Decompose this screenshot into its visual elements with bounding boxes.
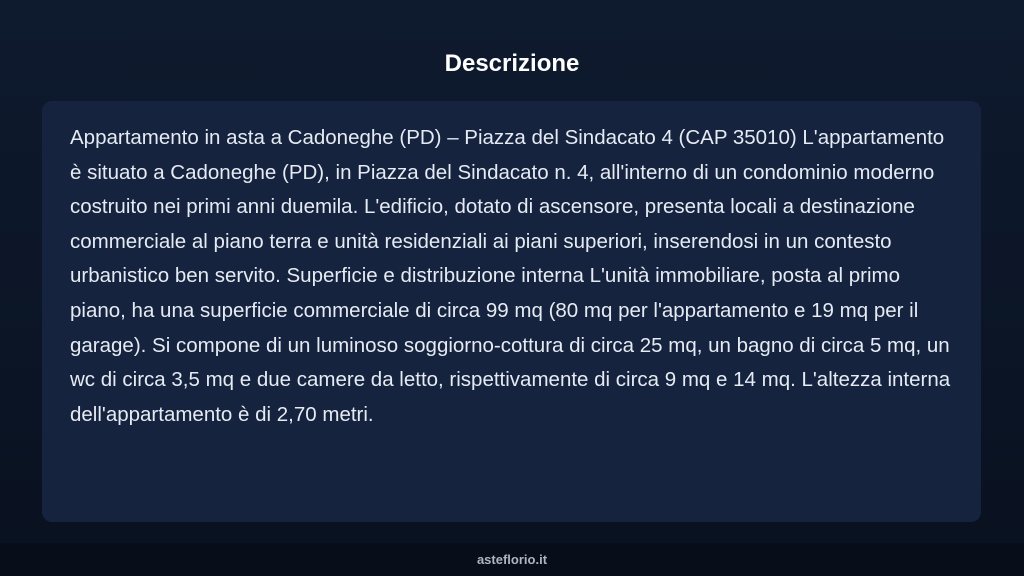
description-card bbox=[42, 101, 981, 522]
description-text: Appartamento in asta a Cadoneghe (PD) – Piazza del Sindacato 4 (CAP 35010) L'appartamento è situato a Cadoneghe (PD), in Piazza del Sindacato n. 4, all'interno di un condominio moderno costruito nei primi anni duemila. L'edificio, dotato di ascensore, presenta locali a destinazione commerciale al piano terra e unità residenziali ai piani superiori, inserendosi in un contesto urbanistico ben servito. Superficie e distribuzione interna L'unità immobiliare, posta al primo piano, ha una superficie commerciale di circa 99 mq (80 mq per l'appartamento e 19 mq per il garage). Si compone di un luminoso soggiorno-cottura di circa 25 mq, un bagno di circa 5 mq, un wc di circa 3,5 mq e due camere da letto, rispettivamente di circa 9 mq e 14 mq. L'altezza interna dell'appartamento è di 2,70 metri. bbox=[70, 126, 951, 426]
footer-site-name: asteflorio.it bbox=[0, 543, 1024, 576]
page-title: Descrizione bbox=[444, 50, 580, 77]
